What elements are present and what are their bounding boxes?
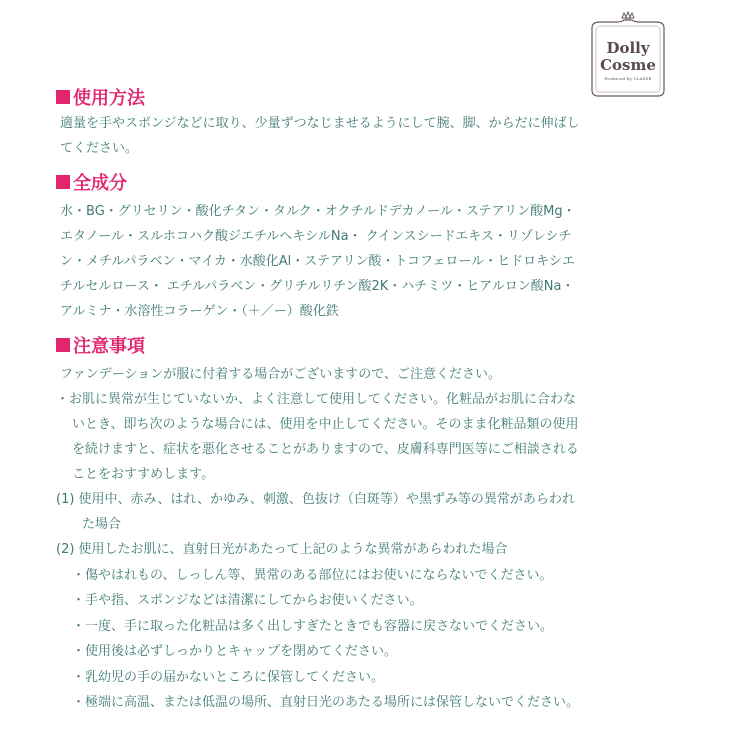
caution-line: ・お肌に異常が生じていないか、よく注意して使用してください。化粧品がお肌に合わな	[56, 392, 577, 407]
usage-heading-text: 使用方法	[73, 88, 145, 109]
caution-line: ・傷やはれもの、しっしん等、異常のある部位にはお使いにならないでください。	[72, 568, 553, 583]
caution-line: ファンデーションが服に付着する場合がございますので、ご注意ください。	[60, 367, 501, 382]
ingredients-line: チルセルロース・ エチルパラベン・グリチルリチン酸2K・ハチミツ・ヒアルロン酸Na・	[60, 279, 575, 294]
caution-line: いとき、即ち次のような場合には、使用を中止してください。そのまま化粧品類の使用	[72, 417, 579, 432]
caution-line: ことをおすすめします。	[72, 467, 215, 482]
heading-square-icon	[56, 338, 70, 352]
heading-square-icon	[56, 175, 70, 189]
cautions-heading	[56, 334, 145, 356]
caution-line: ・極端に高温、または低温の場所、直射日光のあたる場所には保管しないでください。	[72, 695, 580, 710]
ingredients-line: ン・メチルパラベン・マイカ・水酸化Al・ステアリン酸・トコフェロール・ヒドロキシエ	[60, 254, 575, 269]
usage-line: てください。	[60, 141, 139, 156]
caution-line: ・一度、手に取った化粧品は多く出しすぎたときでも容器に戻さないでください。	[72, 619, 554, 634]
caution-line: ・使用後は必ずしっかりとキャップを閉めてください。	[72, 644, 398, 659]
cautions-heading-text: 注意事項	[73, 336, 145, 357]
ingredients-line: エタノール・スルホコハク酸ジエチルヘキシルNa・ クインスシードエキス・リゾレシチ	[60, 229, 572, 244]
ingredients-heading	[56, 171, 127, 193]
usage-line: 適量を手やスポンジなどに取り、少量ずつなじませるようにして腕、脚、からだに伸ばし	[60, 116, 580, 131]
logo-line-1: Dolly	[606, 39, 650, 57]
caution-line: を続けますと、症状を悪化させることがありますので、皮膚科専門医等にご相談される	[72, 442, 579, 457]
logo-line-2: Cosme	[600, 56, 656, 74]
usage-heading	[56, 86, 145, 108]
ingredients-line: アルミナ・水溶性コラーゲン・（＋／ー）酸化鉄	[60, 304, 339, 319]
caution-line: た場合	[82, 517, 122, 532]
logo-subtitle: Produced by CLASSE	[604, 76, 652, 81]
caution-line: ・手や指、スポンジなどは清潔にしてからお使いください。	[72, 593, 423, 608]
caution-line: ・乳幼児の手の届かないところに保管してください。	[72, 670, 385, 685]
heading-square-icon	[56, 90, 70, 104]
brand-logo	[586, 10, 670, 98]
ingredients-heading-text: 全成分	[73, 173, 127, 194]
ingredients-line: 水・BG・グリセリン・酸化チタン・タルク・オクチルドデカノール・ステアリン酸Mg・	[60, 204, 576, 219]
logo-wordmark	[586, 40, 670, 74]
caution-line: (1) 使用中、赤み、はれ、かゆみ、刺激、色抜け（白斑等）や黒ずみ等の異常があらわれ	[56, 492, 575, 507]
caution-line: (2) 使用したお肌に、直射日光があたって上記のような異常があらわれた場合	[56, 542, 508, 557]
